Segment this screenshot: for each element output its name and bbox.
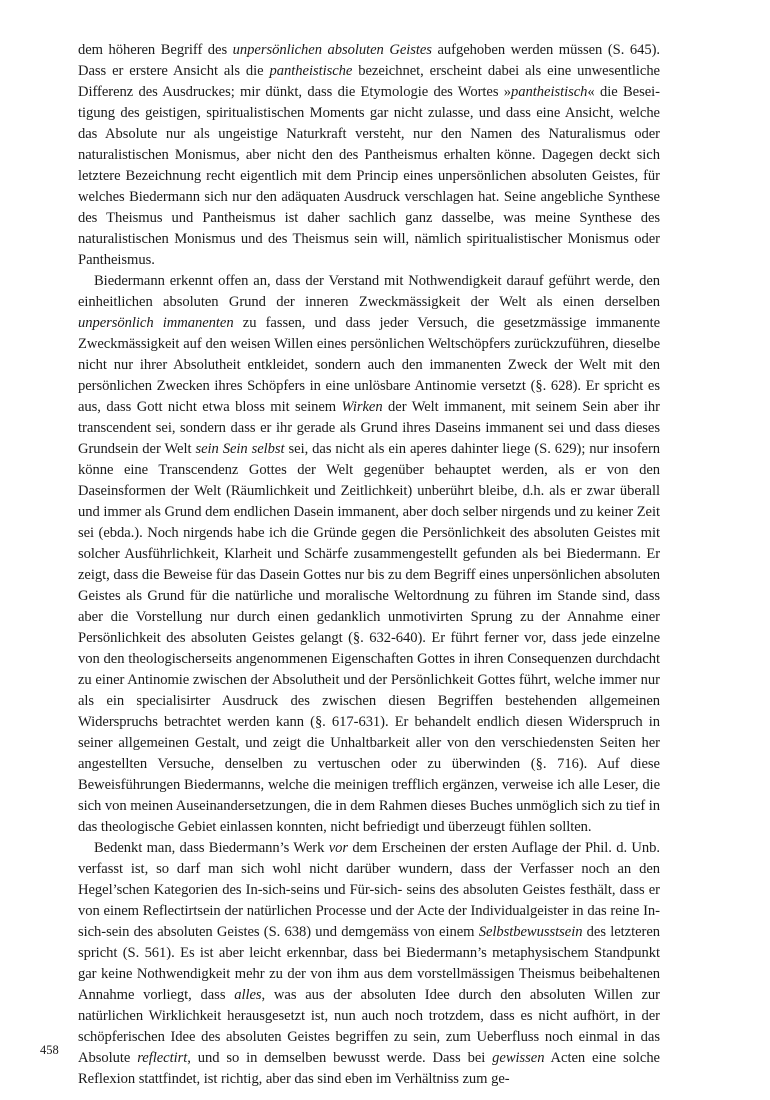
italic-text: unpersönlich immanenten (78, 315, 234, 331)
paragraph-3 (78, 838, 660, 1090)
page-number: 458 (40, 1043, 59, 1057)
italic-text: reflectirt (137, 1050, 188, 1066)
text-run: des letzteren spricht (S. 561). Es ist aber leicht erkennbar, dass bei Biedermann’s metaphysischem Standpunkt gar keine Nothwendigkeit mehr zu der von ihm aus dem vorstellmässigen Theismus beibehaltenen Annahme vorliegt, dass (78, 924, 661, 1003)
italic-text: pantheistische (269, 63, 353, 79)
italic-text: vor (328, 840, 348, 856)
text-run: Acten eine solche Reflexion stattfindet, ist richtig, aber das sind eben im Verhältniss zum ge- (78, 1050, 660, 1087)
paragraph-2 (78, 271, 660, 838)
text-run: dem Erscheinen der ersten Auflage der Phil. d. Unb. verfasst ist, so darf man sich wohl nicht darüber wundern, dass der Verfasser noch an den Hegel’schen Kategorien des In-sich-seins und Für-sich- seins des absoluten Geistes festhält, dass er von einem Reflectirtsein der natürlichen Processe und der Acte der Individualgeister in das reine In-sich-sein des absoluten Geistes (S. 638) und demgemäss von einem (78, 840, 661, 940)
text-run: , und so in demselben bewusst werde. Dass bei (187, 1050, 493, 1066)
text-run: dem höheren Begriff des (78, 42, 233, 58)
paragraph-1 (78, 40, 660, 271)
text-run: Biedermann erkennt offen an, dass der Verstand mit Nothwendigkeit darauf geführt werde, den einheitlichen absoluten Grund der inneren Zweckmässigkeit der Welt als einen derselben (78, 273, 660, 310)
italic-text: sein Sein selbst (195, 441, 285, 457)
italic-text: gewissen (492, 1050, 545, 1066)
text-run: Bedenkt man, dass Biedermann’s Werk (94, 840, 329, 856)
text-run: der Welt immanent, mit seinem Sein aber ihr transcendent sei, sondern dass er ihr gerade als Grund ihres Daseins immanent sei und dass dieses Grundsein der Welt (78, 399, 660, 457)
text-run: , was aus der absoluten Idee durch den absoluten Willen zur natürlichen Wirklichkeit herausgesetzt ist, nun auch noch trotzdem, dass es nicht aufhört, in der schöpferischen Idee des absoluten Geistes begriffen zu sein, zum Ueberfluss noch einmal in das Absolute (78, 987, 660, 1066)
text-run: bezeichnet, erscheint dabei als eine unwesentliche Differenz des Ausdruckes; mir dünkt, dass die Etymologie des Wortes » (78, 63, 660, 100)
text-run: zu fassen, und dass jeder Versuch, die gesetzmässige immanente Zweckmässigkeit auf den weisen Willen eines persönlichen Weltschöpfers zurückzuführen, dieselbe nicht nur ihrer Absolutheit entkleidet, sondern auch den immanenten Zweck der Welt mit den persönlichen Zwecken ihres Schöpfers in eine unlösbare Antinomie versetzt (§. 628). Er spricht es aus, dass Gott nicht etwa bloss mit seinem (78, 315, 660, 415)
text-run: aufgehoben werden müssen (S. 645). Dass er erstere Ansicht als die (78, 42, 661, 79)
italic-text: Wirken (341, 399, 383, 415)
italic-text: unpersönlichen absoluten Geistes (232, 42, 432, 58)
page-body (78, 40, 660, 1090)
text-run: « die Beseitigung des geistigen, spiritualistischen Moments gar nicht zulasse, und dass eine Ansicht, welche das Absolute nur als ungeistige Naturkraft versteht, nur den Namen des Naturalismus oder naturalistischen Monismus, aber nicht den des Pantheismus erhalten könne. Dagegen deckt sich letztere Bezeichnung recht eigentlich mit dem Princip eines unpersönlichen absoluten Geistes, für welches Biedermann sich nur den adäquaten Ausdruck verschlagen hat. Seine angebliche Synthese des Theismus und Pantheismus ist daher sachlich ganz dasselbe, was meine Synthese des naturalistischen Monismus und des Theismus sein will, nämlich spiritualistischer Monismus oder Pantheismus. (78, 84, 661, 268)
italic-text: alles (234, 987, 262, 1003)
text-run: sei, das nicht als ein aperes dahinter liege (S. 629); nur insofern könne eine Transcendenz Gottes der Welt gegenüber behauptet werden, als er von den Daseinsformen der Welt (Räumlichkeit und Zeitlichkeit) unberührt bleibe, d.h. als er zwar überall und immer als Grund dem endlichen Dasein immanent, aber doch selber nirgends und zu keiner Zeit sei (ebda.). Noch nirgends habe ich die Gründe gegen die Persönlichkeit des absoluten Geistes mit solcher Ausführlichkeit, Klarheit und Schärfe zusammengestellt gefunden als bei Biedermann. Er zeigt, dass die Beweise für das Dasein Gottes nur bis zu dem Begriff eines unpersönlichen absoluten Geistes als Grund für die natürliche und moralische Weltordnung zu führen im Stande sind, dass aber die Vorstellung nur durch einen gedanklich unmotivirten Sprung zu der Annahme einer Persönlichkeit des absoluten Geistes gelangt (§. 632-640). Er führt ferner vor, dass jede einzelne von den theologischerseits angenommenen Eigenschaften Gottes in ihren Consequenzen durchdacht zu einer Antinomie zwischen der Absolutheit und der Persönlichkeit Gottes führt, welche immer nur als ein specialisirter Ausdruck des zwischen diesen Begriffen bestehenden allgemeinen Widerspruchs betrachtet werden kann (§. 617-631). Er behandelt endlich diesen Widerspruch in seiner allgemeinen Gestalt, und zeigt die Unhaltbarkeit aller von den verschiedensten Seiten her angestellten Versuche, denselben zu vertuschen oder zu überwinden (§. 716). Auf diese Beweisführungen Biedermanns, welche die meinigen trefflich ergänzen, verweise ich alle Leser, die sich von meinen Auseinandersetzungen, die in dem Rahmen dieses Buches unmöglich sich zu tief in das theologische Gebiet einlassen konnten, nicht befriedigt und überzeugt fühlen sollten. (78, 441, 660, 835)
italic-text: pantheistisch (511, 84, 588, 100)
italic-text: Selbstbewusstsein (478, 924, 583, 940)
